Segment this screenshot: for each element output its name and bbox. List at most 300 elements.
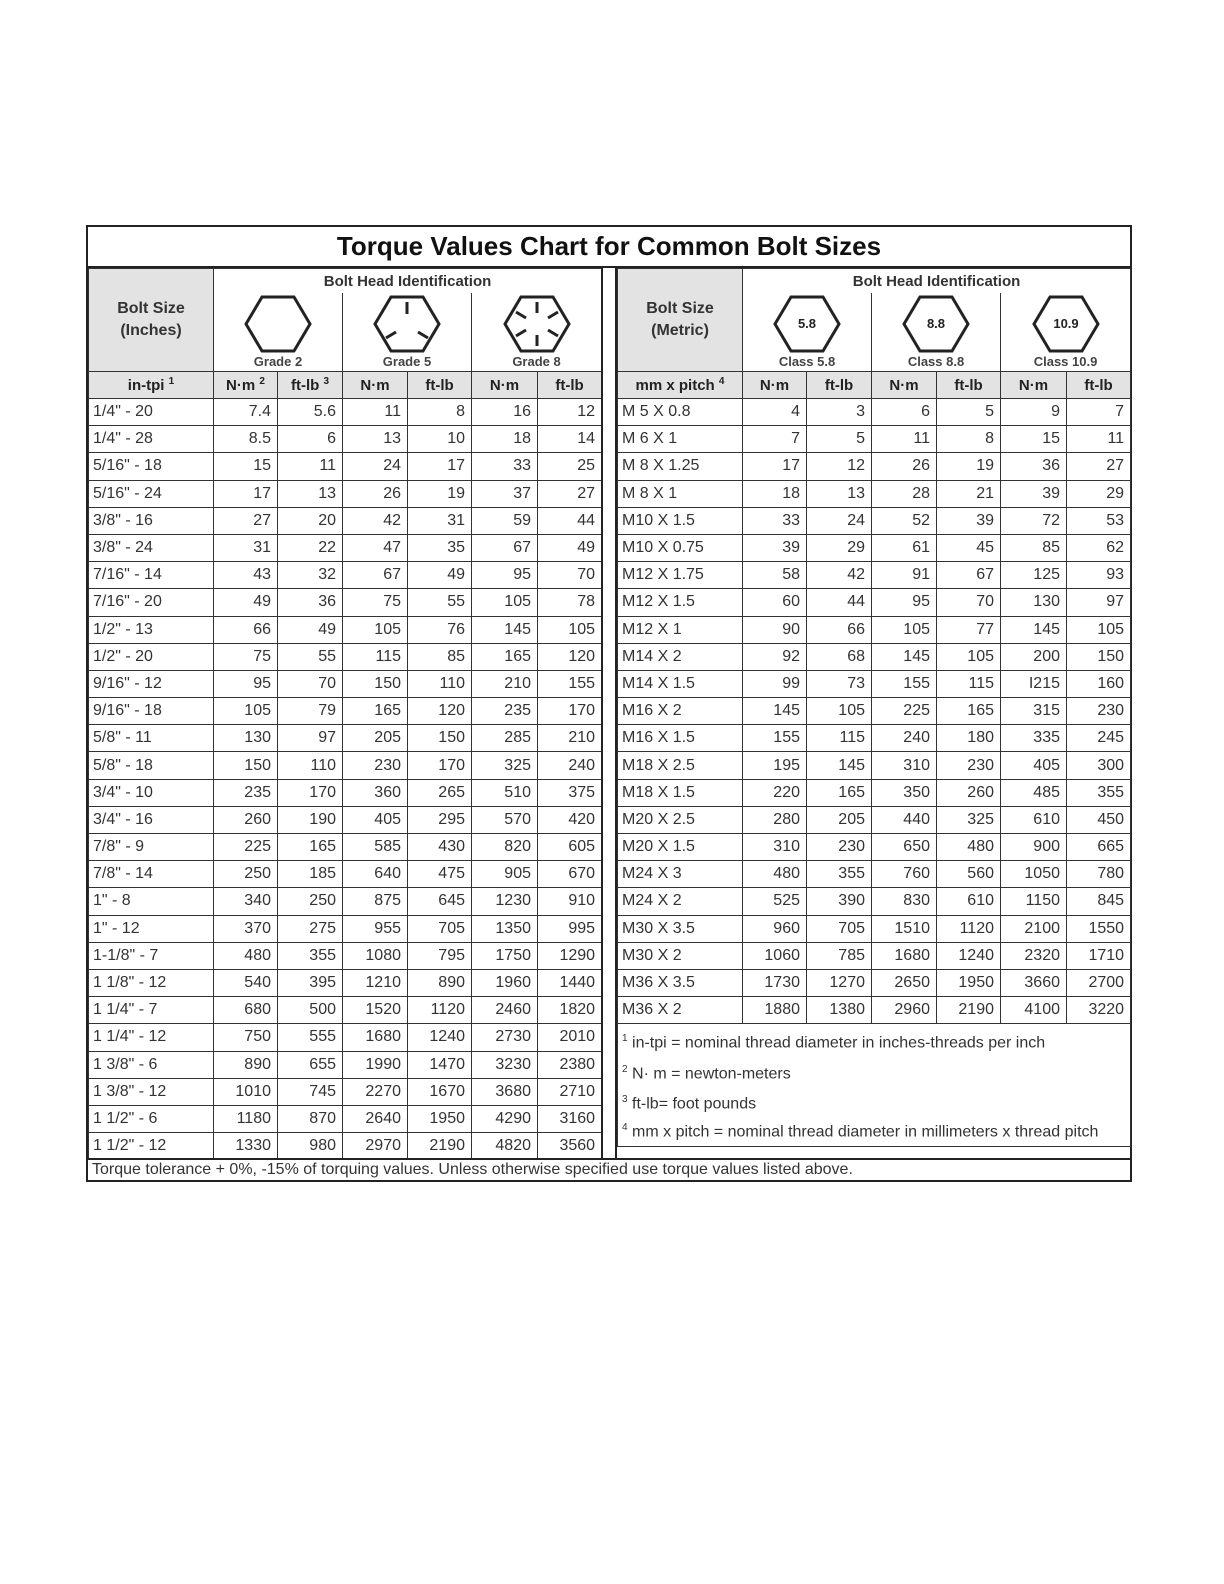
torque-value-cell: 93 [1067, 562, 1131, 589]
torque-value-cell: 8 [408, 399, 472, 426]
torque-value-cell: 355 [1067, 779, 1131, 806]
torque-value-cell: 92 [743, 643, 807, 670]
table-row [618, 888, 1131, 915]
torque-value-cell: 195 [743, 752, 807, 779]
bolt-size-cell: M 5 X 0.8 [618, 399, 743, 426]
torque-value-cell: 3560 [538, 1133, 602, 1160]
torque-value-cell: 210 [538, 725, 602, 752]
torque-value-cell: 230 [1067, 698, 1131, 725]
torque-value-cell: 8.5 [214, 426, 278, 453]
torque-value-cell: 24 [807, 507, 872, 534]
table-row [618, 670, 1131, 697]
bolt-size-cell: 1/2" - 13 [89, 616, 214, 643]
torque-value-cell: 830 [872, 888, 937, 915]
bolt-size-cell: 1/4" - 28 [89, 426, 214, 453]
torque-value-cell: 76 [408, 616, 472, 643]
torque-value-cell: 19 [937, 453, 1001, 480]
bolt-size-cell: 7/8" - 9 [89, 834, 214, 861]
torque-value-cell: 230 [807, 834, 872, 861]
torque-value-cell: 845 [1067, 888, 1131, 915]
torque-value-cell: 155 [872, 670, 937, 697]
torque-value-cell: 5 [937, 399, 1001, 426]
torque-value-cell: 3660 [1001, 969, 1067, 996]
table-row [89, 725, 602, 752]
torque-value-cell: 27 [1067, 453, 1131, 480]
torque-value-cell: 1550 [1067, 915, 1131, 942]
table-row [618, 698, 1131, 725]
table-row [89, 1133, 602, 1160]
torque-value-cell: 29 [1067, 480, 1131, 507]
torque-value-cell: 16 [472, 399, 538, 426]
table-row [89, 806, 602, 833]
torque-value-cell: 250 [278, 888, 343, 915]
torque-value-cell: 230 [343, 752, 408, 779]
torque-value-cell: 53 [1067, 507, 1131, 534]
torque-value-cell: 560 [937, 861, 1001, 888]
torque-value-cell: 280 [743, 806, 807, 833]
metric-size-header [618, 269, 743, 372]
torque-value-cell: 105 [343, 616, 408, 643]
torque-value-cell: 585 [343, 834, 408, 861]
table-row [89, 589, 602, 616]
torque-value-cell: 240 [538, 752, 602, 779]
torque-value-cell: 115 [343, 643, 408, 670]
torque-value-cell: 1330 [214, 1133, 278, 1160]
table-row [89, 942, 602, 969]
metric-table-section [617, 268, 1130, 1158]
torque-value-cell: 145 [807, 752, 872, 779]
bolt-size-cell: M 6 X 1 [618, 426, 743, 453]
torque-value-cell: 1120 [937, 915, 1001, 942]
bolt-size-cell: 5/16" - 24 [89, 480, 214, 507]
torque-value-cell: 67 [937, 562, 1001, 589]
torque-value-cell: 480 [214, 942, 278, 969]
torque-value-cell: 260 [937, 779, 1001, 806]
torque-value-cell: 1680 [872, 942, 937, 969]
table-row [618, 562, 1131, 589]
torque-value-cell: 785 [807, 942, 872, 969]
torque-value-cell: 29 [807, 534, 872, 561]
bolt-size-cell: M12 X 1.5 [618, 589, 743, 616]
torque-value-cell: 225 [872, 698, 937, 725]
torque-value-cell: 13 [343, 426, 408, 453]
torque-value-cell: 105 [472, 589, 538, 616]
torque-value-cell: 390 [807, 888, 872, 915]
torque-value-cell: 4100 [1001, 997, 1067, 1024]
torque-value-cell: 42 [343, 507, 408, 534]
torque-value-cell: 165 [343, 698, 408, 725]
grade-5-label: Grade 5 [382, 354, 432, 369]
bolt-size-cell: 3/4" - 10 [89, 779, 214, 806]
table-row [89, 1078, 602, 1105]
torque-value-cell: 1750 [472, 942, 538, 969]
torque-value-cell: 21 [937, 480, 1001, 507]
torque-value-cell: 220 [743, 779, 807, 806]
torque-value-cell: 105 [538, 616, 602, 643]
torque-value-cell: 1050 [1001, 861, 1067, 888]
torque-value-cell: 49 [408, 562, 472, 589]
unit-nm: N·m [472, 372, 538, 399]
unit-nm-text: N·m [226, 377, 256, 394]
torque-value-cell: 13 [807, 480, 872, 507]
hex-3-marks-icon [372, 294, 442, 354]
table-row [89, 453, 602, 480]
table-row [89, 969, 602, 996]
bolt-size-cell: M16 X 1.5 [618, 725, 743, 752]
torque-value-cell: 11 [1067, 426, 1131, 453]
bolt-size-cell: M24 X 2 [618, 888, 743, 915]
bolt-size-cell: 1-1/8" - 7 [89, 942, 214, 969]
bolt-size-cell: M12 X 1 [618, 616, 743, 643]
table-row [89, 779, 602, 806]
torque-value-cell: 44 [807, 589, 872, 616]
torque-value-cell: 325 [472, 752, 538, 779]
torque-value-cell: 2710 [538, 1078, 602, 1105]
torque-value-cell: 150 [1067, 643, 1131, 670]
table-row [618, 834, 1131, 861]
torque-value-cell: 480 [743, 861, 807, 888]
torque-value-cell: 1290 [538, 942, 602, 969]
torque-chart [86, 225, 1132, 1182]
torque-value-cell: 31 [214, 534, 278, 561]
bolt-size-cell: 7/16" - 14 [89, 562, 214, 589]
torque-value-cell: 185 [278, 861, 343, 888]
torque-value-cell: 145 [472, 616, 538, 643]
footnote-text: mm x pitch = nominal thread diameter in millimeters x thread pitch [632, 1123, 1099, 1141]
torque-value-cell: 610 [1001, 806, 1067, 833]
bolt-size-cell: 5/8" - 18 [89, 752, 214, 779]
torque-value-cell: 68 [807, 643, 872, 670]
torque-value-cell: 7.4 [214, 399, 278, 426]
unit-nm: N·m [1001, 372, 1067, 399]
torque-value-cell: 1710 [1067, 942, 1131, 969]
table-row [89, 507, 602, 534]
torque-value-cell: 2100 [1001, 915, 1067, 942]
torque-value-cell: 1080 [343, 942, 408, 969]
class-5-8-label: Class 5.8 [778, 354, 836, 369]
bolt-size-cell: 1 1/2" - 12 [89, 1133, 214, 1160]
torque-value-cell: 355 [807, 861, 872, 888]
footnote-text: in-tpi = nominal thread diameter in inches-threads per inch [632, 1034, 1046, 1052]
torque-value-cell: 750 [214, 1024, 278, 1051]
torque-value-cell: 1180 [214, 1105, 278, 1132]
torque-value-cell: 150 [408, 725, 472, 752]
bolt-size-cell: 3/8" - 24 [89, 534, 214, 561]
torque-value-cell: 430 [408, 834, 472, 861]
torque-value-cell: 24 [343, 453, 408, 480]
torque-value-cell: 355 [278, 942, 343, 969]
torque-value-cell: 665 [1067, 834, 1131, 861]
torque-value-cell: 235 [214, 779, 278, 806]
bolt-size-cell: M30 X 3.5 [618, 915, 743, 942]
torque-value-cell: 45 [937, 534, 1001, 561]
torque-value-cell: 130 [1001, 589, 1067, 616]
torque-value-cell: 440 [872, 806, 937, 833]
torque-value-cell: 95 [214, 670, 278, 697]
torque-value-cell: 875 [343, 888, 408, 915]
torque-value-cell: 73 [807, 670, 872, 697]
torque-value-cell: 66 [214, 616, 278, 643]
inch-table [88, 268, 602, 1160]
torque-value-cell: 780 [1067, 861, 1131, 888]
torque-value-cell: 3 [807, 399, 872, 426]
torque-value-cell: 17 [214, 480, 278, 507]
footnote-number: 3 [622, 1093, 628, 1105]
torque-value-cell: 32 [278, 562, 343, 589]
torque-value-cell: 26 [872, 453, 937, 480]
torque-value-cell: 39 [937, 507, 1001, 534]
table-row [89, 997, 602, 1024]
torque-value-cell: 1670 [408, 1078, 472, 1105]
unit-in-tpi [89, 372, 214, 399]
torque-value-cell: 900 [1001, 834, 1067, 861]
torque-value-cell: 245 [1067, 725, 1131, 752]
torque-value-cell: 170 [278, 779, 343, 806]
table-row [618, 399, 1131, 426]
torque-value-cell: 26 [343, 480, 408, 507]
footnote-ref-3: 3 [323, 376, 330, 387]
torque-value-cell: 28 [872, 480, 937, 507]
torque-value-cell: 4290 [472, 1105, 538, 1132]
torque-value-cell: I215 [1001, 670, 1067, 697]
torque-value-cell: 205 [807, 806, 872, 833]
table-row [618, 861, 1131, 888]
bolt-size-cell: 7/16" - 20 [89, 589, 214, 616]
torque-value-cell: 300 [1067, 752, 1131, 779]
torque-value-cell: 230 [937, 752, 1001, 779]
torque-value-cell: 395 [278, 969, 343, 996]
torque-value-cell: 130 [214, 725, 278, 752]
torque-value-cell: 42 [807, 562, 872, 589]
class-10-9-cell [1001, 293, 1131, 372]
bolt-size-cell: M24 X 3 [618, 861, 743, 888]
torque-value-cell: 170 [408, 752, 472, 779]
torque-value-cell: 18 [743, 480, 807, 507]
hex-6-marks-icon [502, 294, 572, 354]
unit-ftlb: ft-lb [1067, 372, 1131, 399]
inch-ident-header: Bolt Head Identification [214, 269, 602, 294]
torque-value-cell: 62 [1067, 534, 1131, 561]
torque-value-cell: 310 [743, 834, 807, 861]
torque-value-cell: 19 [408, 480, 472, 507]
torque-value-cell: 70 [278, 670, 343, 697]
torque-value-cell: 335 [1001, 725, 1067, 752]
torque-value-cell: 795 [408, 942, 472, 969]
torque-value-cell: 18 [472, 426, 538, 453]
unit-in-tpi-text: in-tpi [127, 377, 165, 394]
metric-size-header-line1: Bolt Size [646, 300, 714, 317]
torque-value-cell: 165 [937, 698, 1001, 725]
torque-value-cell: 760 [872, 861, 937, 888]
torque-value-cell: 22 [278, 534, 343, 561]
torque-value-cell: 200 [1001, 643, 1067, 670]
torque-value-cell: 1270 [807, 969, 872, 996]
torque-value-cell: 295 [408, 806, 472, 833]
torque-value-cell: 980 [278, 1133, 343, 1160]
torque-value-cell: 375 [538, 779, 602, 806]
inch-table-body [89, 399, 602, 1160]
torque-value-cell: 235 [472, 698, 538, 725]
torque-value-cell: 155 [538, 670, 602, 697]
torque-value-cell: 27 [538, 480, 602, 507]
torque-value-cell: 1060 [743, 942, 807, 969]
torque-value-cell: 6 [278, 426, 343, 453]
bolt-size-cell: M10 X 1.5 [618, 507, 743, 534]
torque-value-cell: 475 [408, 861, 472, 888]
torque-value-cell: 39 [743, 534, 807, 561]
table-row [618, 806, 1131, 833]
torque-value-cell: 97 [278, 725, 343, 752]
torque-value-cell: 360 [343, 779, 408, 806]
torque-value-cell: 315 [1001, 698, 1067, 725]
torque-value-cell: 3230 [472, 1051, 538, 1078]
unit-ftlb: ft-lb [408, 372, 472, 399]
torque-value-cell: 680 [214, 997, 278, 1024]
torque-value-cell: 820 [472, 834, 538, 861]
torque-value-cell: 2190 [937, 997, 1001, 1024]
unit-ftlb: ft-lb [807, 372, 872, 399]
torque-value-cell: 1010 [214, 1078, 278, 1105]
unit-ftlb [278, 372, 343, 399]
torque-value-cell: 605 [538, 834, 602, 861]
bolt-size-cell: 9/16" - 18 [89, 698, 214, 725]
chart-title: Torque Values Chart for Common Bolt Sizes [88, 227, 1130, 268]
bolt-size-cell: 5/8" - 11 [89, 725, 214, 752]
class-8-8-label: Class 8.8 [907, 354, 965, 369]
bolt-size-cell: 7/8" - 14 [89, 861, 214, 888]
torque-value-cell: 285 [472, 725, 538, 752]
torque-value-cell: 910 [538, 888, 602, 915]
torque-value-cell: 1880 [743, 997, 807, 1024]
torque-value-cell: 36 [278, 589, 343, 616]
torque-value-cell: 310 [872, 752, 937, 779]
torque-value-cell: 2730 [472, 1024, 538, 1051]
torque-value-cell: 10 [408, 426, 472, 453]
table-row [618, 534, 1131, 561]
bolt-size-cell: 1/4" - 20 [89, 399, 214, 426]
table-row [618, 969, 1131, 996]
table-row [89, 616, 602, 643]
torque-value-cell: 1150 [1001, 888, 1067, 915]
footnotes [618, 1024, 1131, 1146]
torque-value-cell: 405 [343, 806, 408, 833]
torque-value-cell: 55 [408, 589, 472, 616]
torque-value-cell: 70 [937, 589, 1001, 616]
torque-value-cell: 2970 [343, 1133, 408, 1160]
torque-value-cell: 105 [214, 698, 278, 725]
torque-value-cell: 105 [872, 616, 937, 643]
torque-value-cell: 37 [472, 480, 538, 507]
unit-nm [214, 372, 278, 399]
table-row [618, 779, 1131, 806]
torque-value-cell: 47 [343, 534, 408, 561]
torque-value-cell: 27 [214, 507, 278, 534]
torque-value-cell: 645 [408, 888, 472, 915]
table-row [89, 1024, 602, 1051]
table-row [89, 399, 602, 426]
table-row [618, 589, 1131, 616]
torque-value-cell: 75 [343, 589, 408, 616]
torque-value-cell: 2380 [538, 1051, 602, 1078]
torque-value-cell: 31 [408, 507, 472, 534]
torque-value-cell: 485 [1001, 779, 1067, 806]
bolt-size-cell: M14 X 1.5 [618, 670, 743, 697]
torque-value-cell: 1990 [343, 1051, 408, 1078]
unit-mm-pitch-text: mm x pitch [635, 377, 715, 394]
footnote [622, 1026, 1126, 1056]
torque-value-cell: 1210 [343, 969, 408, 996]
torque-value-cell: 1350 [472, 915, 538, 942]
torque-value-cell: 115 [937, 670, 1001, 697]
bolt-size-cell: 1 3/8" - 6 [89, 1051, 214, 1078]
metric-ident-header: Bolt Head Identification [743, 269, 1131, 294]
torque-value-cell: 91 [872, 562, 937, 589]
torque-value-cell: 1960 [472, 969, 538, 996]
torque-value-cell: 59 [472, 507, 538, 534]
torque-value-cell: 325 [937, 806, 1001, 833]
torque-value-cell: 49 [278, 616, 343, 643]
torque-value-cell: 85 [408, 643, 472, 670]
torque-value-cell: 610 [937, 888, 1001, 915]
table-row [89, 643, 602, 670]
torque-value-cell: 110 [278, 752, 343, 779]
unit-nm: N·m [743, 372, 807, 399]
footnote [622, 1057, 1126, 1087]
torque-value-cell: 1240 [937, 942, 1001, 969]
torque-value-cell: 55 [278, 643, 343, 670]
table-row [89, 562, 602, 589]
table-row [89, 834, 602, 861]
torque-value-cell: 705 [408, 915, 472, 942]
torque-value-cell: 555 [278, 1024, 343, 1051]
table-row [618, 942, 1131, 969]
table-row [89, 534, 602, 561]
table-row [618, 507, 1131, 534]
inch-table-section [88, 268, 601, 1158]
metric-unit-row [618, 372, 1131, 399]
bolt-size-cell: 1" - 8 [89, 888, 214, 915]
torque-value-cell: 17 [743, 453, 807, 480]
torque-value-cell: 115 [807, 725, 872, 752]
torque-value-cell: 2640 [343, 1105, 408, 1132]
bolt-size-cell: 1 1/4" - 7 [89, 997, 214, 1024]
torque-value-cell: 105 [807, 698, 872, 725]
metric-size-header-line2: (Metric) [651, 322, 709, 339]
torque-value-cell: 75 [214, 643, 278, 670]
table-row [618, 915, 1131, 942]
torque-value-cell: 95 [872, 589, 937, 616]
torque-value-cell: 17 [408, 453, 472, 480]
torque-value-cell: 66 [807, 616, 872, 643]
torque-value-cell: 210 [472, 670, 538, 697]
bolt-size-cell: M30 X 2 [618, 942, 743, 969]
torque-value-cell: 105 [1067, 616, 1131, 643]
torque-value-cell: 705 [807, 915, 872, 942]
bolt-size-cell: 1/2" - 20 [89, 643, 214, 670]
torque-value-cell: 165 [807, 779, 872, 806]
grade-2-cell [214, 293, 343, 372]
torque-value-cell: 370 [214, 915, 278, 942]
unit-nm: N·m [872, 372, 937, 399]
class-5-8-mark: 5.8 [797, 316, 817, 331]
bolt-size-cell: 1 3/8" - 12 [89, 1078, 214, 1105]
torque-value-cell: 7 [743, 426, 807, 453]
metric-table [617, 268, 1131, 1147]
torque-value-cell: 67 [472, 534, 538, 561]
torque-value-cell: 1520 [343, 997, 408, 1024]
torque-value-cell: 1120 [408, 997, 472, 1024]
torque-value-cell: 5 [807, 426, 872, 453]
